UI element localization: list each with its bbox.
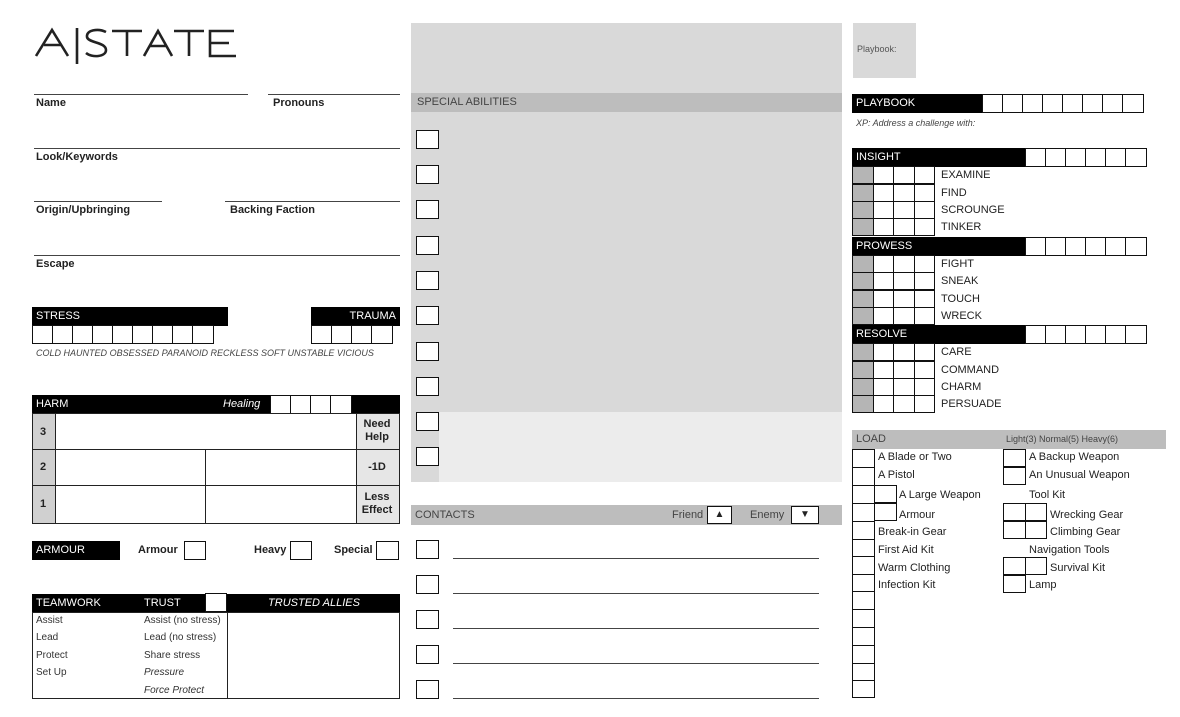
action-name: PERSUADE: [941, 397, 1002, 410]
load-item-checkbox[interactable]: [1003, 449, 1026, 467]
healing-box[interactable]: [330, 395, 352, 414]
action-row[interactable]: [852, 343, 972, 361]
contact-checkbox[interactable]: [416, 680, 439, 699]
xp-box[interactable]: [1125, 148, 1147, 167]
trauma-box[interactable]: [371, 325, 393, 344]
friend-label: Friend: [672, 509, 704, 521]
escape-field[interactable]: [34, 237, 400, 255]
trusted-allies-bar: TRUSTED ALLIES: [228, 594, 400, 613]
contact-checkbox[interactable]: [416, 645, 439, 664]
stress-box[interactable]: [172, 325, 194, 344]
load-item[interactable]: An Unusual Weapon: [1029, 469, 1130, 481]
contact-line[interactable]: [453, 698, 819, 699]
playbook-box-label: Playbook:: [857, 44, 897, 54]
logo: [34, 26, 240, 66]
trauma-option[interactable]: COLD: [36, 348, 62, 358]
stress-box[interactable]: [52, 325, 74, 344]
origin-line: [34, 201, 162, 202]
load-item[interactable]: Warm Clothing: [878, 562, 951, 574]
backing-line: [225, 201, 400, 202]
harm-level: 2: [40, 461, 47, 473]
armour-label: Armour: [138, 544, 178, 556]
look-label: Look/Keywords: [36, 151, 118, 163]
backing-field[interactable]: [225, 183, 400, 201]
load-item-checkbox[interactable]: [1003, 467, 1026, 485]
healing-box[interactable]: [270, 395, 292, 414]
trust-bar: TRUST: [140, 594, 228, 613]
load-item-checkbox[interactable]: [1025, 521, 1047, 539]
harm-effect: Less Effect: [361, 491, 393, 516]
origin-label: Origin/Upbringing: [36, 204, 131, 216]
enemy-label: Enemy: [750, 509, 785, 521]
load-item[interactable]: Break-in Gear: [878, 526, 947, 538]
action-name: FIND: [941, 186, 967, 199]
load-item-checkbox[interactable]: [1025, 503, 1047, 521]
xp-box[interactable]: [1085, 237, 1107, 256]
action-row[interactable]: [852, 201, 1005, 219]
trauma-option[interactable]: UNSTABLE: [287, 348, 335, 358]
insight-bar: INSIGHT: [852, 148, 1026, 167]
origin-field[interactable]: [34, 183, 162, 201]
ability-checkbox[interactable]: [416, 412, 439, 431]
escape-line: [34, 255, 400, 256]
xp-box[interactable]: [1065, 325, 1087, 344]
trauma-box[interactable]: [351, 325, 373, 344]
load-item-checkbox[interactable]: [1003, 557, 1026, 575]
action-row[interactable]: [852, 255, 974, 273]
look-field[interactable]: [34, 130, 400, 148]
load-bar: [852, 430, 1166, 449]
xp-box[interactable]: [1045, 237, 1067, 256]
harm-field-2a[interactable]: [57, 450, 204, 485]
harm-effect: Need Help: [363, 418, 391, 443]
trusted-allies-field[interactable]: [228, 613, 399, 698]
armour-checkbox[interactable]: [184, 541, 206, 560]
triangle-down-icon[interactable]: ▼: [791, 506, 819, 524]
name-line: [34, 94, 248, 95]
heavy-checkbox[interactable]: [290, 541, 312, 560]
harm-field-1b[interactable]: [206, 486, 355, 523]
load-item-checkbox[interactable]: [1003, 503, 1026, 521]
xp-box[interactable]: [1085, 148, 1107, 167]
action-row[interactable]: [852, 166, 991, 184]
trust-move: Pressure: [144, 667, 185, 678]
load-item-checkbox[interactable]: [874, 485, 897, 503]
xp-box[interactable]: [1102, 94, 1124, 113]
healing-box[interactable]: [290, 395, 312, 414]
contact-line[interactable]: [453, 558, 819, 559]
backing-label: Backing Faction: [230, 204, 315, 216]
stress-box[interactable]: [152, 325, 174, 344]
special-label: Special: [334, 544, 373, 556]
trauma-box[interactable]: [311, 325, 333, 344]
load-item[interactable]: A Pistol: [878, 469, 915, 481]
xp-box[interactable]: [1022, 94, 1044, 113]
trauma-option[interactable]: PARANOID: [161, 348, 208, 358]
action-row[interactable]: [852, 361, 999, 379]
action-row[interactable]: [852, 290, 980, 308]
xp-box[interactable]: [1042, 94, 1064, 113]
load-item[interactable]: Navigation Tools: [1029, 544, 1110, 556]
harm-field-3[interactable]: [57, 414, 355, 449]
load-item[interactable]: Survival Kit: [1050, 562, 1106, 574]
load-item[interactable]: A Blade or Two: [878, 451, 952, 463]
contact-checkbox[interactable]: [416, 610, 439, 629]
load-item[interactable]: A Large Weapon: [899, 489, 981, 501]
stress-box[interactable]: [192, 325, 214, 344]
ability-checkbox[interactable]: [416, 342, 439, 361]
action-row[interactable]: [852, 378, 981, 396]
xp-trigger: XP: Address a challenge with:: [856, 118, 976, 128]
trust-checkbox[interactable]: [205, 593, 227, 612]
load-item-checkbox[interactable]: [1025, 557, 1047, 575]
trauma-option[interactable]: SOFT: [261, 348, 286, 358]
name-field[interactable]: [34, 76, 248, 94]
healing-clock: [270, 395, 352, 414]
contact-line[interactable]: [453, 593, 819, 594]
teamwork-move: Protect: [36, 650, 68, 661]
trauma-option[interactable]: RECKLESS: [210, 348, 259, 358]
contacts-bar: [411, 505, 842, 525]
ability-checkbox[interactable]: [416, 165, 439, 184]
stress-track: [32, 325, 214, 344]
ability-checkbox[interactable]: [416, 306, 439, 325]
special-abilities-panel: [411, 112, 842, 412]
xp-box[interactable]: [1065, 148, 1087, 167]
harm-field-2b[interactable]: [206, 450, 355, 485]
teamwork-move: Lead: [36, 632, 59, 643]
load-checkbox-column: [852, 449, 875, 698]
load-item[interactable]: First Aid Kit: [878, 544, 934, 556]
ability-checkbox[interactable]: [416, 447, 439, 466]
teamwork-move: Assist: [36, 615, 63, 626]
trust-move: Force Protect: [144, 685, 205, 696]
trauma-option[interactable]: OBSESSED: [109, 348, 160, 358]
stress-bar: STRESS: [32, 307, 228, 326]
resolve-xp-track: [1025, 325, 1147, 344]
action-name: TINKER: [941, 220, 982, 233]
action-name: WRECK: [941, 309, 982, 322]
xp-box[interactable]: [1105, 148, 1127, 167]
look-line: [34, 148, 400, 149]
ability-checkbox[interactable]: [416, 130, 439, 149]
harm-level: 3: [40, 426, 47, 438]
xp-box[interactable]: [1025, 148, 1047, 167]
xp-box[interactable]: [1025, 237, 1047, 256]
trauma-option[interactable]: VICIOUS: [336, 348, 374, 358]
xp-box[interactable]: [1125, 237, 1147, 256]
load-item[interactable]: Climbing Gear: [1050, 526, 1121, 538]
playbook-box[interactable]: [853, 23, 916, 78]
special-abilities-panel-lower: [439, 412, 842, 482]
harm-effect: -1D: [368, 461, 386, 473]
harm-level: 1: [40, 498, 47, 510]
harm-label: HARM: [36, 398, 69, 410]
load-item[interactable]: Tool Kit: [1029, 489, 1066, 501]
xp-box[interactable]: [1062, 94, 1084, 113]
action-name: COMMAND: [941, 363, 1000, 376]
xp-box[interactable]: [1125, 325, 1147, 344]
trauma-track: [311, 325, 393, 344]
harm-table: [32, 413, 400, 524]
special-abilities-bar: SPECIAL ABILITIES: [411, 93, 842, 112]
contact-line[interactable]: [453, 663, 819, 664]
xp-box[interactable]: [1045, 325, 1067, 344]
trauma-option[interactable]: HAUNTED: [63, 348, 108, 358]
heavy-label: Heavy: [254, 544, 287, 556]
trauma-bar: TRAUMA: [311, 307, 400, 326]
xp-box[interactable]: [1085, 325, 1107, 344]
teamwork-move: Set Up: [36, 667, 67, 678]
xp-box[interactable]: [1105, 237, 1127, 256]
action-row[interactable]: [852, 218, 981, 236]
load-item[interactable]: Armour: [899, 509, 936, 521]
xp-box[interactable]: [1065, 237, 1087, 256]
insight-xp-track: [1025, 148, 1147, 167]
logo-graphic: [34, 26, 240, 66]
pronouns-field[interactable]: [268, 76, 400, 94]
action-name: CARE: [941, 345, 972, 358]
load-label: LOAD: [856, 433, 886, 445]
harm-field-1a[interactable]: [57, 486, 204, 523]
escape-label: Escape: [36, 258, 75, 270]
prowess-bar: PROWESS: [852, 237, 1026, 256]
trust-move: Lead (no stress): [144, 632, 217, 643]
ability-checkbox[interactable]: [416, 236, 439, 255]
xp-box[interactable]: [1025, 325, 1047, 344]
action-row[interactable]: [852, 307, 982, 325]
action-name: SNEAK: [941, 274, 979, 287]
load-item[interactable]: A Backup Weapon: [1029, 451, 1120, 463]
ability-checkbox[interactable]: [416, 271, 439, 290]
xp-box[interactable]: [1105, 325, 1127, 344]
prowess-xp-track: [1025, 237, 1147, 256]
healing-box[interactable]: [310, 395, 332, 414]
trauma-list: [36, 348, 374, 358]
healing-label: Healing: [223, 398, 261, 410]
name-label: Name: [36, 97, 66, 109]
load-item-checkbox[interactable]: [1003, 575, 1026, 593]
stress-box[interactable]: [92, 325, 114, 344]
stress-box[interactable]: [132, 325, 154, 344]
xp-box[interactable]: [1122, 94, 1144, 113]
action-row[interactable]: [852, 395, 1002, 413]
load-item[interactable]: Lamp: [1029, 579, 1057, 591]
action-name: FIGHT: [941, 257, 974, 270]
action-name: TOUCH: [941, 292, 980, 305]
load-item[interactable]: Infection Kit: [878, 579, 936, 591]
contacts-label: CONTACTS: [415, 509, 475, 521]
playbook-xp-track: [982, 94, 1144, 113]
pronouns-line: [268, 94, 400, 95]
xp-box[interactable]: [1002, 94, 1024, 113]
action-name: CHARM: [941, 380, 982, 393]
triangle-up-icon[interactable]: ▲: [707, 506, 732, 524]
contact-checkbox[interactable]: [416, 575, 439, 594]
portrait-area[interactable]: [411, 23, 842, 93]
trust-move: Assist (no stress): [144, 615, 221, 626]
trust-move: Share stress: [144, 650, 201, 661]
load-item-checkbox[interactable]: [1003, 521, 1026, 539]
xp-box[interactable]: [1082, 94, 1104, 113]
load-item[interactable]: Wrecking Gear: [1050, 509, 1124, 521]
special-checkbox[interactable]: [376, 541, 399, 560]
action-name: EXAMINE: [941, 168, 991, 181]
action-name: SCROUNGE: [941, 203, 1005, 216]
ability-checkbox[interactable]: [416, 377, 439, 396]
contact-checkbox[interactable]: [416, 540, 439, 559]
pronouns-label: Pronouns: [273, 97, 325, 109]
contact-line[interactable]: [453, 628, 819, 629]
resolve-bar: RESOLVE: [852, 325, 1026, 344]
stress-box[interactable]: [32, 325, 54, 344]
ability-checkbox[interactable]: [416, 200, 439, 219]
load-item-checkbox[interactable]: [874, 503, 897, 521]
action-row[interactable]: [852, 184, 967, 202]
trauma-box[interactable]: [331, 325, 353, 344]
armour-bar: ARMOUR: [32, 541, 120, 560]
load-levels: Light(3) Normal(5) Heavy(6): [1006, 434, 1119, 444]
stress-box[interactable]: [72, 325, 94, 344]
xp-box[interactable]: [1045, 148, 1067, 167]
teamwork-bar: TEAMWORK: [32, 594, 140, 613]
action-row[interactable]: [852, 272, 978, 290]
xp-box[interactable]: [982, 94, 1004, 113]
stress-box[interactable]: [112, 325, 134, 344]
playbook-bar: PLAYBOOK: [852, 94, 982, 113]
